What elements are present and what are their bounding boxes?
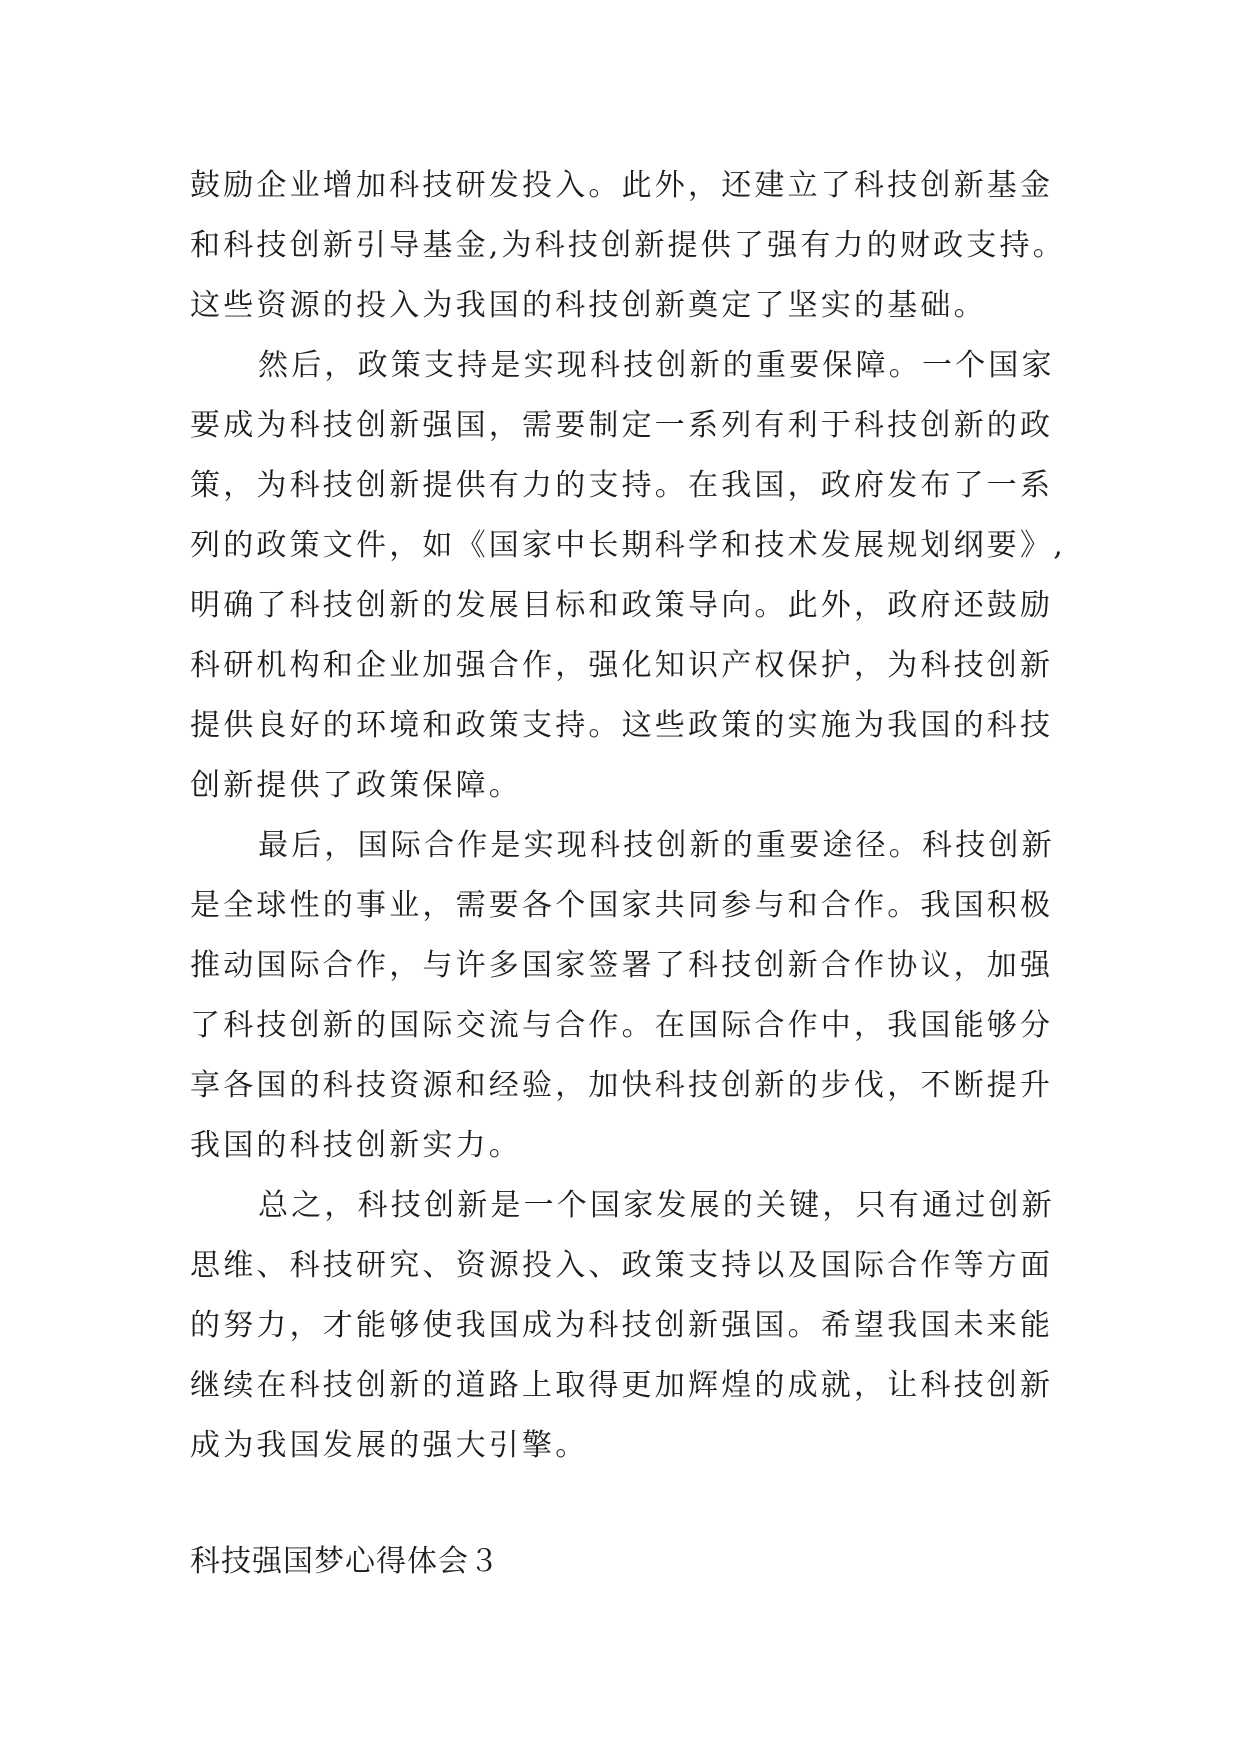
text-line: 提供良好的环境和政策支持。这些政策的实施为我国的科技	[190, 708, 1054, 743]
text-line: 鼓励企业增加科技研发投入。此外，还建立了科技创新基金	[190, 168, 1054, 203]
text-line: 列的政策文件，如《国家中长期科学和技术发展规划纲要》,	[190, 528, 1066, 563]
text-line: 的努力，才能够使我国成为科技创新强国。希望我国未来能	[190, 1308, 1054, 1343]
paragraph-first-line: 最后，国际合作是实现科技创新的重要途径。科技创新	[258, 828, 1055, 863]
text-line: 思维、科技研究、资源投入、政策支持以及国际合作等方面	[190, 1248, 1054, 1283]
text-line: 和科技创新引导基金,为科技创新提供了强有力的财政支持。	[190, 228, 1066, 263]
text-line: 是全球性的事业，需要各个国家共同参与和合作。我国积极	[190, 888, 1054, 923]
section-heading: 科技强国梦心得体会３	[190, 1544, 500, 1579]
text-line: 明确了科技创新的发展目标和政策导向。此外，政府还鼓励	[190, 588, 1054, 623]
text-line: 继续在科技创新的道路上取得更加辉煌的成就，让科技创新	[190, 1368, 1054, 1403]
text-line: 这些资源的投入为我国的科技创新奠定了坚实的基础。	[190, 288, 987, 323]
text-line: 策，为科技创新提供有力的支持。在我国，政府发布了一系	[190, 468, 1054, 503]
text-line: 成为我国发展的强大引擎。	[190, 1428, 589, 1463]
text-line: 创新提供了政策保障。	[190, 768, 522, 803]
text-line: 了科技创新的国际交流与合作。在国际合作中，我国能够分	[190, 1008, 1054, 1043]
text-line: 享各国的科技资源和经验，加快科技创新的步伐，不断提升	[190, 1068, 1054, 1103]
paragraph-first-line: 总之，科技创新是一个国家发展的关键，只有通过创新	[258, 1188, 1055, 1223]
text-line: 推动国际合作，与许多国家签署了科技创新合作协议，加强	[190, 948, 1054, 983]
text-line: 我国的科技创新实力。	[190, 1128, 522, 1163]
text-line: 要成为科技创新强国，需要制定一系列有利于科技创新的政	[190, 408, 1054, 443]
paragraph-first-line: 然后，政策支持是实现科技创新的重要保障。一个国家	[258, 348, 1055, 383]
text-line: 科研机构和企业加强合作，强化知识产权保护，为科技创新	[190, 648, 1054, 683]
